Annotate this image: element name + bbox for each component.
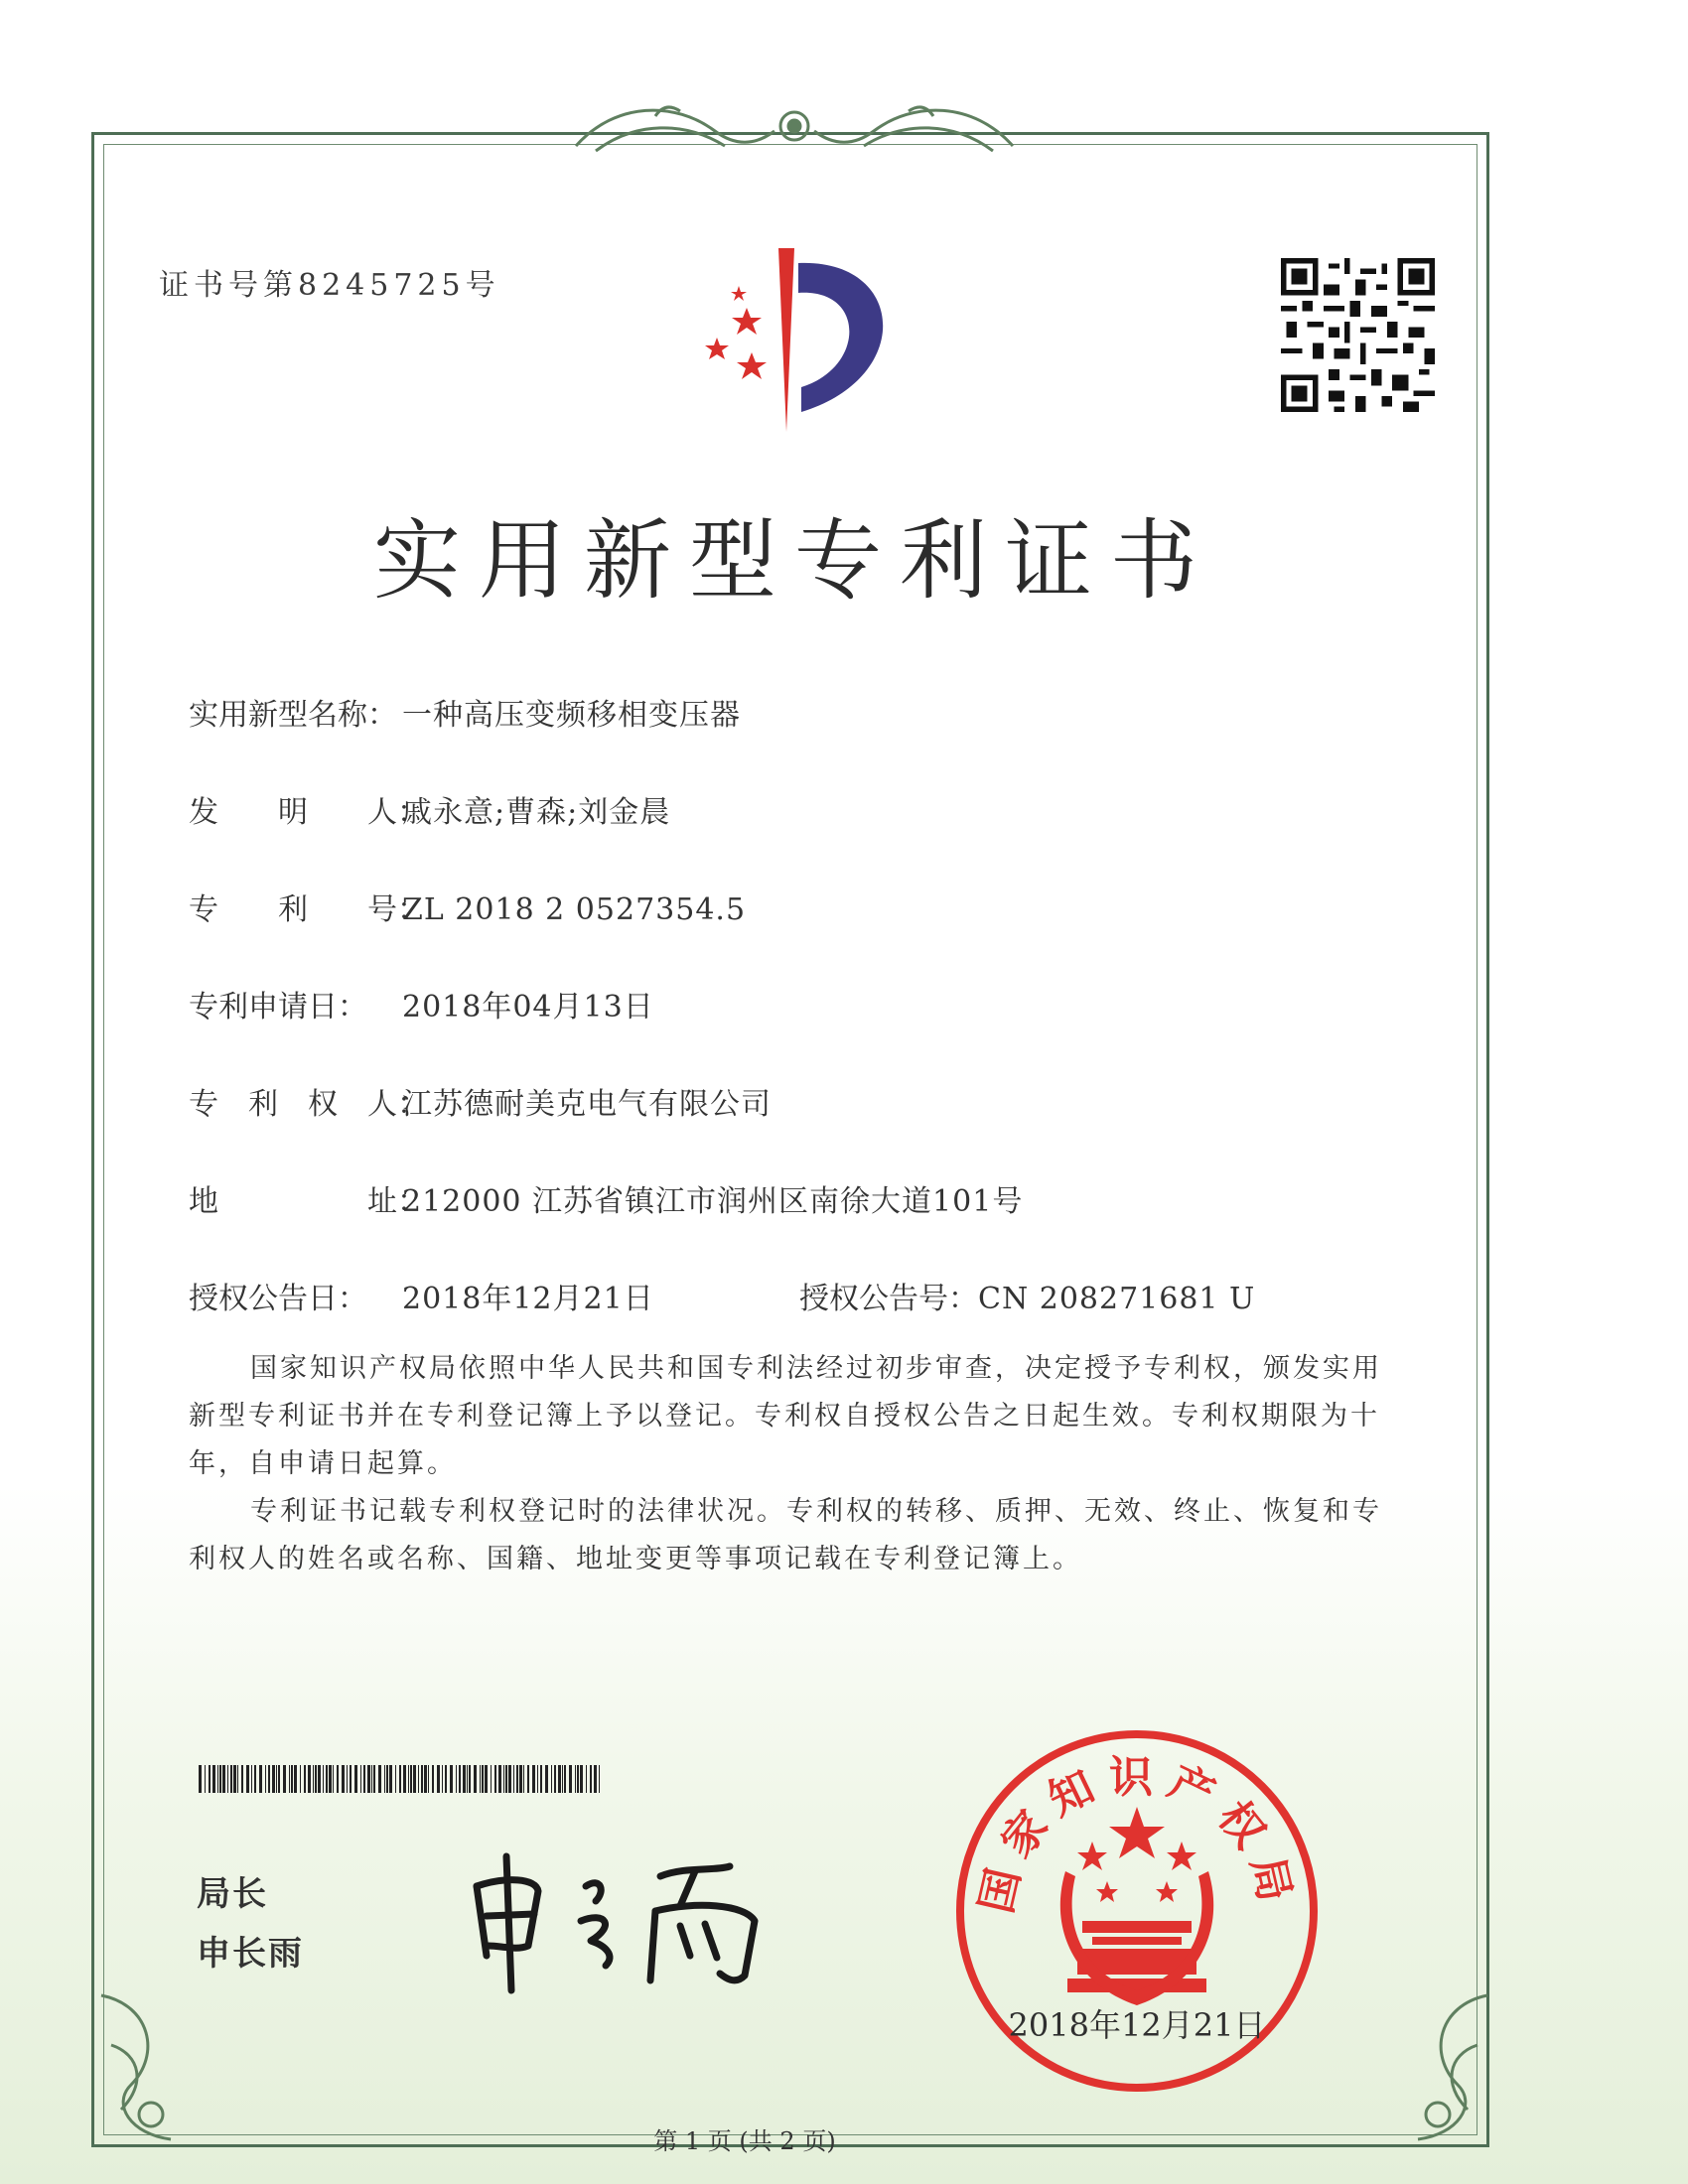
barcode-bar	[272, 1765, 275, 1793]
barcode-bar	[205, 1765, 206, 1793]
field-inventors	[189, 787, 670, 831]
field-label: 地 址：	[189, 1184, 427, 1219]
barcode-bar	[410, 1765, 412, 1793]
barcode-bar	[463, 1765, 466, 1793]
barcode-bar	[313, 1765, 314, 1793]
barcode-bar	[551, 1765, 552, 1793]
barcode-bar	[498, 1765, 501, 1793]
barcode-bar	[212, 1765, 215, 1793]
barcode-bar	[537, 1765, 538, 1793]
field-label: 授权公告日：	[189, 1282, 367, 1316]
barcode-bar	[251, 1765, 252, 1793]
barcode-bar	[217, 1765, 218, 1793]
patent-office-logo	[667, 238, 925, 437]
barcode-bar	[540, 1765, 542, 1793]
field-announcement-number	[799, 1274, 1255, 1317]
field-value: 212000 江苏省镇江市润州区南徐大道101号	[402, 1184, 1024, 1219]
barcode-bar	[467, 1765, 468, 1793]
barcode-bar	[445, 1765, 447, 1793]
barcode-bar	[503, 1765, 504, 1793]
barcode-bar	[371, 1765, 372, 1793]
barcode-bar	[241, 1765, 243, 1793]
field-utility-model-name	[189, 690, 741, 734]
field-label: 发 明 人：	[189, 795, 427, 830]
field-address	[189, 1176, 1023, 1220]
field-label: 专利申请日：	[189, 990, 367, 1024]
barcode-bar	[513, 1765, 514, 1793]
field-label: 实用新型名称：	[189, 698, 397, 733]
seal-date: 2018年12月21日	[1008, 2006, 1266, 2044]
barcode-bar	[367, 1765, 370, 1793]
barcode-bar	[590, 1765, 592, 1793]
barcode-bar	[558, 1765, 561, 1793]
barcode-bar	[442, 1765, 443, 1793]
field-label: 专 利 权 人：	[189, 1087, 427, 1122]
barcode-bar	[283, 1765, 286, 1793]
barcode-bar	[408, 1765, 409, 1793]
barcode-bar	[337, 1765, 339, 1793]
barcode-bar	[237, 1765, 238, 1793]
barcode-bar	[363, 1765, 365, 1793]
barcode-bar	[437, 1765, 440, 1793]
barcode-bar	[222, 1765, 225, 1793]
barcode-bar	[469, 1765, 471, 1793]
barcode-bar	[384, 1765, 385, 1793]
barcode-bar	[545, 1765, 548, 1793]
barcode-bar	[485, 1765, 488, 1793]
barcode-bar	[373, 1765, 375, 1793]
director-title: 局长	[197, 1874, 268, 1914]
barcode-bar	[554, 1765, 556, 1793]
barcode-bar	[265, 1765, 266, 1793]
barcode-bar	[268, 1765, 270, 1793]
barcode	[199, 1765, 606, 1793]
qr-code	[1281, 258, 1435, 412]
director-signature	[457, 1846, 814, 1995]
field-value: 2018年04月13日	[402, 990, 654, 1024]
barcode-bar	[418, 1765, 419, 1793]
certificate-number: 证书号第8245725号	[159, 268, 500, 303]
field-value: CN 208271681 U	[978, 1282, 1256, 1316]
barcode-bar	[254, 1765, 256, 1793]
barcode-bar	[315, 1765, 317, 1793]
barcode-bar	[456, 1765, 457, 1793]
barcode-bar	[395, 1765, 396, 1793]
barcode-bar	[378, 1765, 381, 1793]
barcode-bar	[586, 1765, 587, 1793]
barcode-bar	[304, 1765, 306, 1793]
barcode-bar	[360, 1765, 361, 1793]
barcode-bar	[278, 1765, 280, 1793]
barcode-bar	[289, 1765, 290, 1793]
barcode-bar	[326, 1765, 328, 1793]
barcode-bar	[399, 1765, 401, 1793]
barcode-bar	[318, 1765, 321, 1793]
field-label: 授权公告号：	[799, 1282, 978, 1316]
page-indicator: 第 1 页 (共 2 页)	[653, 2127, 836, 2155]
field-value: 江苏德耐美克电气有限公司	[402, 1087, 772, 1122]
barcode-bar	[532, 1765, 535, 1793]
field-value: 一种高压变频移相变压器	[402, 698, 741, 733]
barcode-bar	[516, 1765, 518, 1793]
barcode-bar	[329, 1765, 332, 1793]
barcode-bar	[519, 1765, 522, 1793]
barcode-bar	[294, 1765, 297, 1793]
barcode-bar	[389, 1765, 392, 1793]
barcode-bar	[246, 1765, 249, 1793]
barcode-bar	[523, 1765, 524, 1793]
barcode-bar	[227, 1765, 228, 1793]
barcode-bar	[342, 1765, 345, 1793]
barcode-bar	[333, 1765, 334, 1793]
field-label: 专 利 号：	[189, 892, 427, 927]
barcode-bar	[308, 1765, 311, 1793]
barcode-bar	[413, 1765, 416, 1793]
certificate-title: 实用新型专利证书	[372, 509, 1215, 612]
field-patentee	[189, 1079, 772, 1123]
grant-statement-paragraph: 国家知识产权局依照中华人民共和国专利法经过初步审查，决定授予专利权，颁发实用新型专利证书并在专利登记簿上予以登记。专利权自授权公告之日起生效。专利权期限为十年，自申请日起算。	[189, 1353, 1382, 1479]
barcode-bar	[569, 1765, 572, 1793]
barcode-bar	[599, 1765, 600, 1793]
field-value: 戚永意;曹森;刘金晨	[402, 795, 671, 830]
barcode-bar	[230, 1765, 232, 1793]
barcode-bar	[421, 1765, 423, 1793]
barcode-bar	[459, 1765, 461, 1793]
barcode-bar	[424, 1765, 427, 1793]
barcode-bar	[276, 1765, 277, 1793]
field-value: 2018年12月21日	[402, 1282, 654, 1316]
legal-status-paragraph: 专利证书记载专利权登记时的法律状况。专利权的转移、质押、无效、终止、恢复和专利权人的姓名或名称、国籍、地址变更等事项记载在专利登记簿上。	[189, 1496, 1382, 1574]
field-patent-number	[189, 885, 746, 928]
field-application-date	[189, 982, 654, 1025]
barcode-bar	[482, 1765, 484, 1793]
seal-text: 国家知识产权局	[970, 1752, 1304, 1918]
barcode-bar	[450, 1765, 453, 1793]
barcode-bar	[219, 1765, 221, 1793]
barcode-bar	[199, 1765, 202, 1793]
barcode-bar	[474, 1765, 477, 1793]
barcode-bar	[300, 1765, 301, 1793]
barcode-bar	[347, 1765, 348, 1793]
barcode-bar	[386, 1765, 388, 1793]
barcode-bar	[505, 1765, 507, 1793]
barcode-bar	[403, 1765, 406, 1793]
barcode-bar	[350, 1765, 352, 1793]
barcode-bar	[562, 1765, 563, 1793]
barcode-bar	[259, 1765, 262, 1793]
barcode-bar	[354, 1765, 357, 1793]
barcode-bar	[575, 1765, 576, 1793]
barcode-bar	[594, 1765, 597, 1793]
barcode-bar	[564, 1765, 566, 1793]
barcode-bar	[508, 1765, 511, 1793]
field-grant-date	[189, 1274, 654, 1317]
barcode-bar	[233, 1765, 236, 1793]
barcode-bar	[491, 1765, 492, 1793]
barcode-bar	[527, 1765, 529, 1793]
barcode-bar	[323, 1765, 324, 1793]
barcode-bar	[580, 1765, 583, 1793]
barcode-bar	[432, 1765, 434, 1793]
barcode-bar	[209, 1765, 211, 1793]
director-name: 申长雨	[197, 1934, 304, 1974]
barcode-bar	[291, 1765, 293, 1793]
barcode-bar	[428, 1765, 429, 1793]
field-value: ZL 2018 2 0527354.5	[402, 892, 747, 927]
barcode-bar	[494, 1765, 496, 1793]
top-ornament-icon	[556, 91, 1033, 171]
barcode-bar	[480, 1765, 481, 1793]
barcode-bar	[577, 1765, 579, 1793]
